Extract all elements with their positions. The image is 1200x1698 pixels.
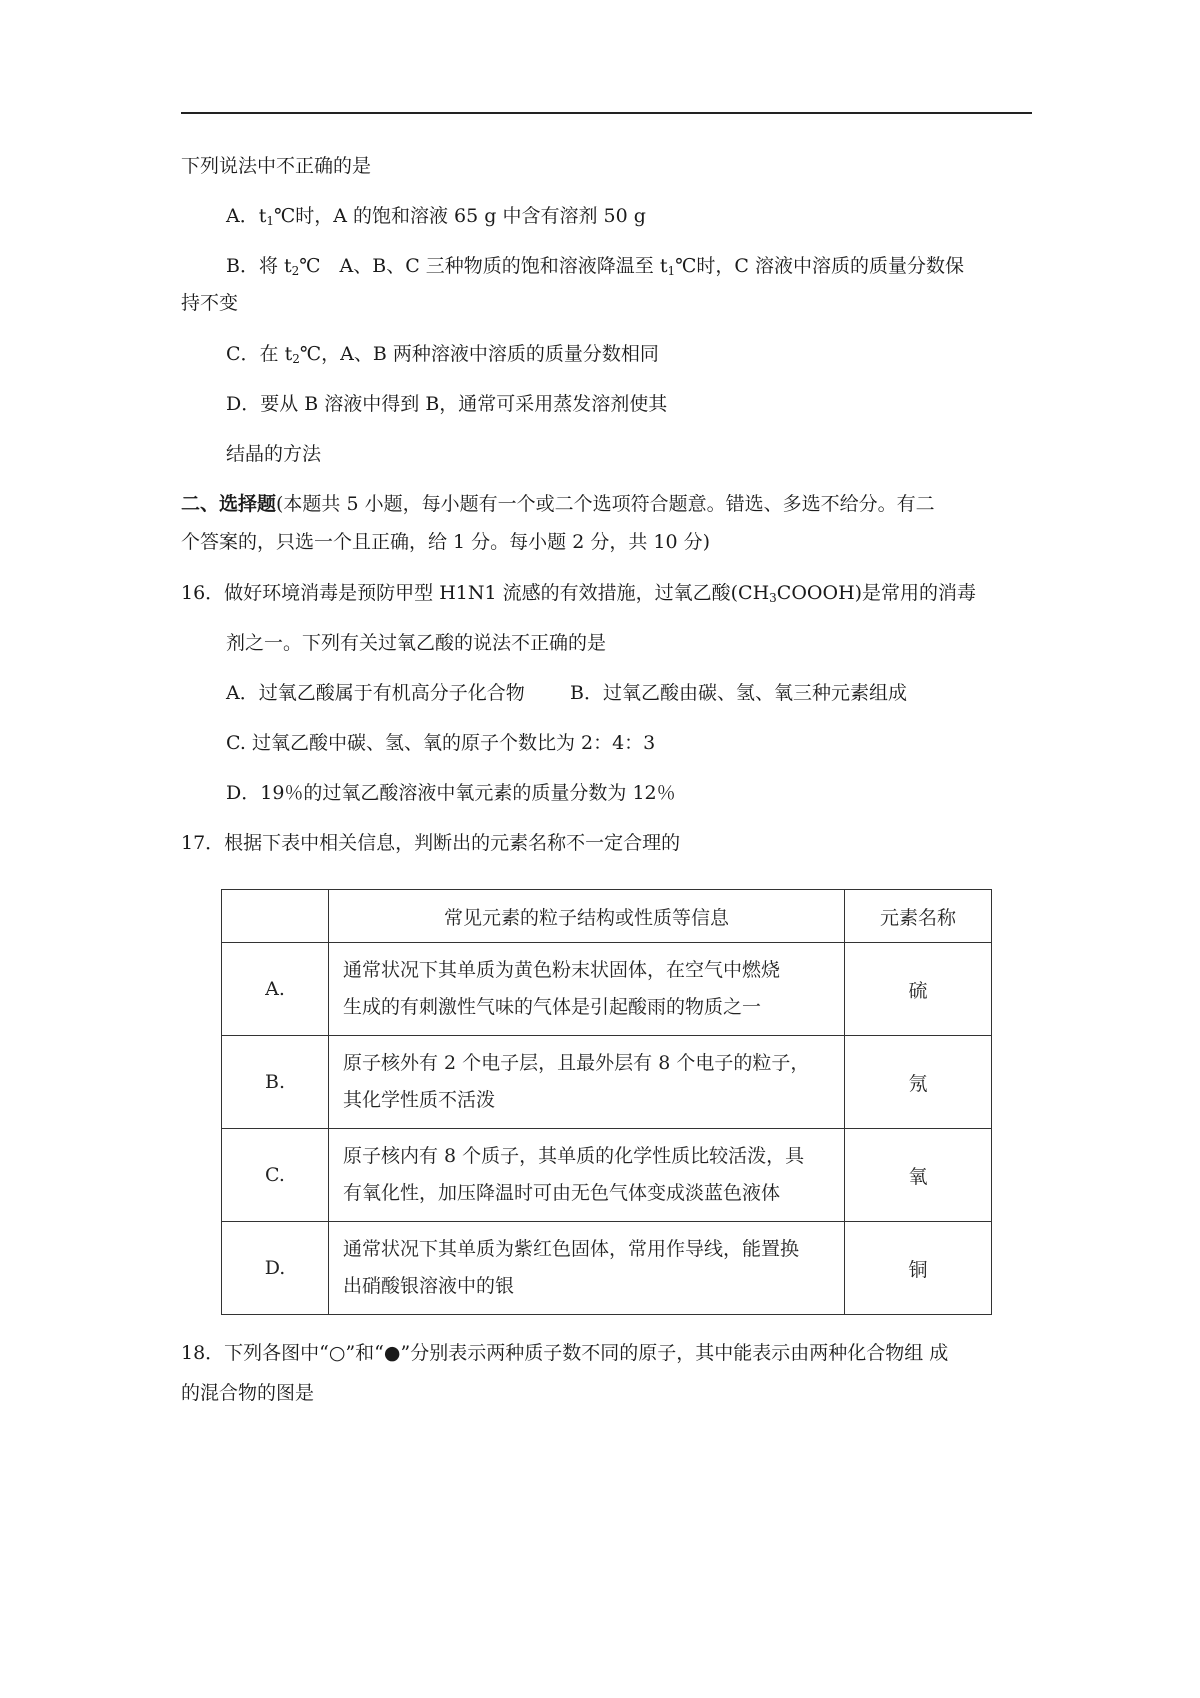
q15-option-b: B．将 $t_2℃$ A、B、C 三种物质的饱和溶液降温至 $t_1℃$时，C 溶液中溶质的质量分数保 xyxy=(226,255,964,278)
q17-stem: 17．根据下表中相关信息，判断出的元素名称不一定合理的 xyxy=(181,832,681,854)
q15-option-a: A．$t_1℃$时，A 的饱和溶液 65 g 中含有溶剂 50 g xyxy=(226,205,646,228)
row-element-name: 硫 xyxy=(845,943,992,1036)
table-row xyxy=(222,1222,992,1315)
row-description: 原子核内有 8 个质子，其单质的化学性质比较活泼，具 有氧化性，加压降温时可由无色气体变成淡蓝色液体 xyxy=(329,1129,845,1222)
q15-option-d-cont: 结晶的方法 xyxy=(226,443,322,465)
row-description: 通常状况下其单质为黄色粉末状固体，在空气中燃烧 生成的有刺激性气味的气体是引起酸雨的物质之一 xyxy=(329,943,845,1036)
q16-stem: 16．做好环境消毒是预防甲型 H1N1 流感的有效措施，过氧乙酸$(CH_3COOOH)$是常用的消毒 xyxy=(181,582,977,605)
row-letter: C. xyxy=(222,1129,329,1222)
row-element-name: 铜 xyxy=(845,1222,992,1315)
section2-desc-cont: 个答案的，只选一个且正确，给 1 分。每小题 2 分，共 10 分) xyxy=(181,531,711,553)
q18-stem: 18．下列各图中“○”和“●”分别表示两种质子数不同的原子，其中能表示由两种化合物组 成 xyxy=(181,1342,949,1364)
header-info: 常见元素的粒子结构或性质等信息 xyxy=(329,890,845,943)
row-description: 原子核外有 2 个电子层，且最外层有 8 个电子的粒子， 其化学性质不活泼 xyxy=(329,1036,845,1129)
row-letter: A. xyxy=(222,943,329,1036)
element-info-table xyxy=(221,889,992,1315)
header-blank xyxy=(222,890,329,943)
header-element-name: 元素名称 xyxy=(845,890,992,943)
section2-header xyxy=(181,492,935,516)
q15-option-d: D．要从 B 溶液中得到 B，通常可采用蒸发溶剂使其 xyxy=(226,393,668,415)
section2-desc: (本题共 5 小题，每小题有一个或二个选项符合题意。错选、多选不给分。有二 xyxy=(276,493,935,515)
q15-option-c: C．在 $t_2℃$，A、B 两种溶液中溶质的质量分数相同 xyxy=(226,343,659,366)
table-row xyxy=(222,943,992,1036)
q18-stem-cont: 的混合物的图是 xyxy=(181,1382,315,1404)
row-element-name: 氖 xyxy=(845,1036,992,1129)
q16-option-b: B．过氧乙酸由碳、氢、氧三种元素组成 xyxy=(570,682,907,704)
q16-option-a: A．过氧乙酸属于有机高分子化合物 xyxy=(226,682,525,704)
row-letter: B. xyxy=(222,1036,329,1129)
row-element-name: 氧 xyxy=(845,1129,992,1222)
q16-option-c: C. 过氧乙酸中碳、氢、氧的原子个数比为 2：4：3 xyxy=(226,732,656,754)
section2-title: 二、选择题 xyxy=(181,493,277,515)
q15-stem: 下列说法中不正确的是 xyxy=(181,155,372,177)
table-header-row xyxy=(222,890,992,943)
row-description: 通常状况下其单质为紫红色固体，常用作导线，能置换 出硝酸银溶液中的银 xyxy=(329,1222,845,1315)
q16-option-d: D．19％的过氧乙酸溶液中氧元素的质量分数为 12％ xyxy=(226,782,676,804)
q15-option-b-cont: 持不变 xyxy=(181,292,239,314)
table-row xyxy=(222,1129,992,1222)
header-rule xyxy=(181,112,1032,114)
row-letter: D. xyxy=(222,1222,329,1315)
table-row xyxy=(222,1036,992,1129)
q16-stem-cont: 剂之一。下列有关过氧乙酸的说法不正确的是 xyxy=(226,632,607,654)
